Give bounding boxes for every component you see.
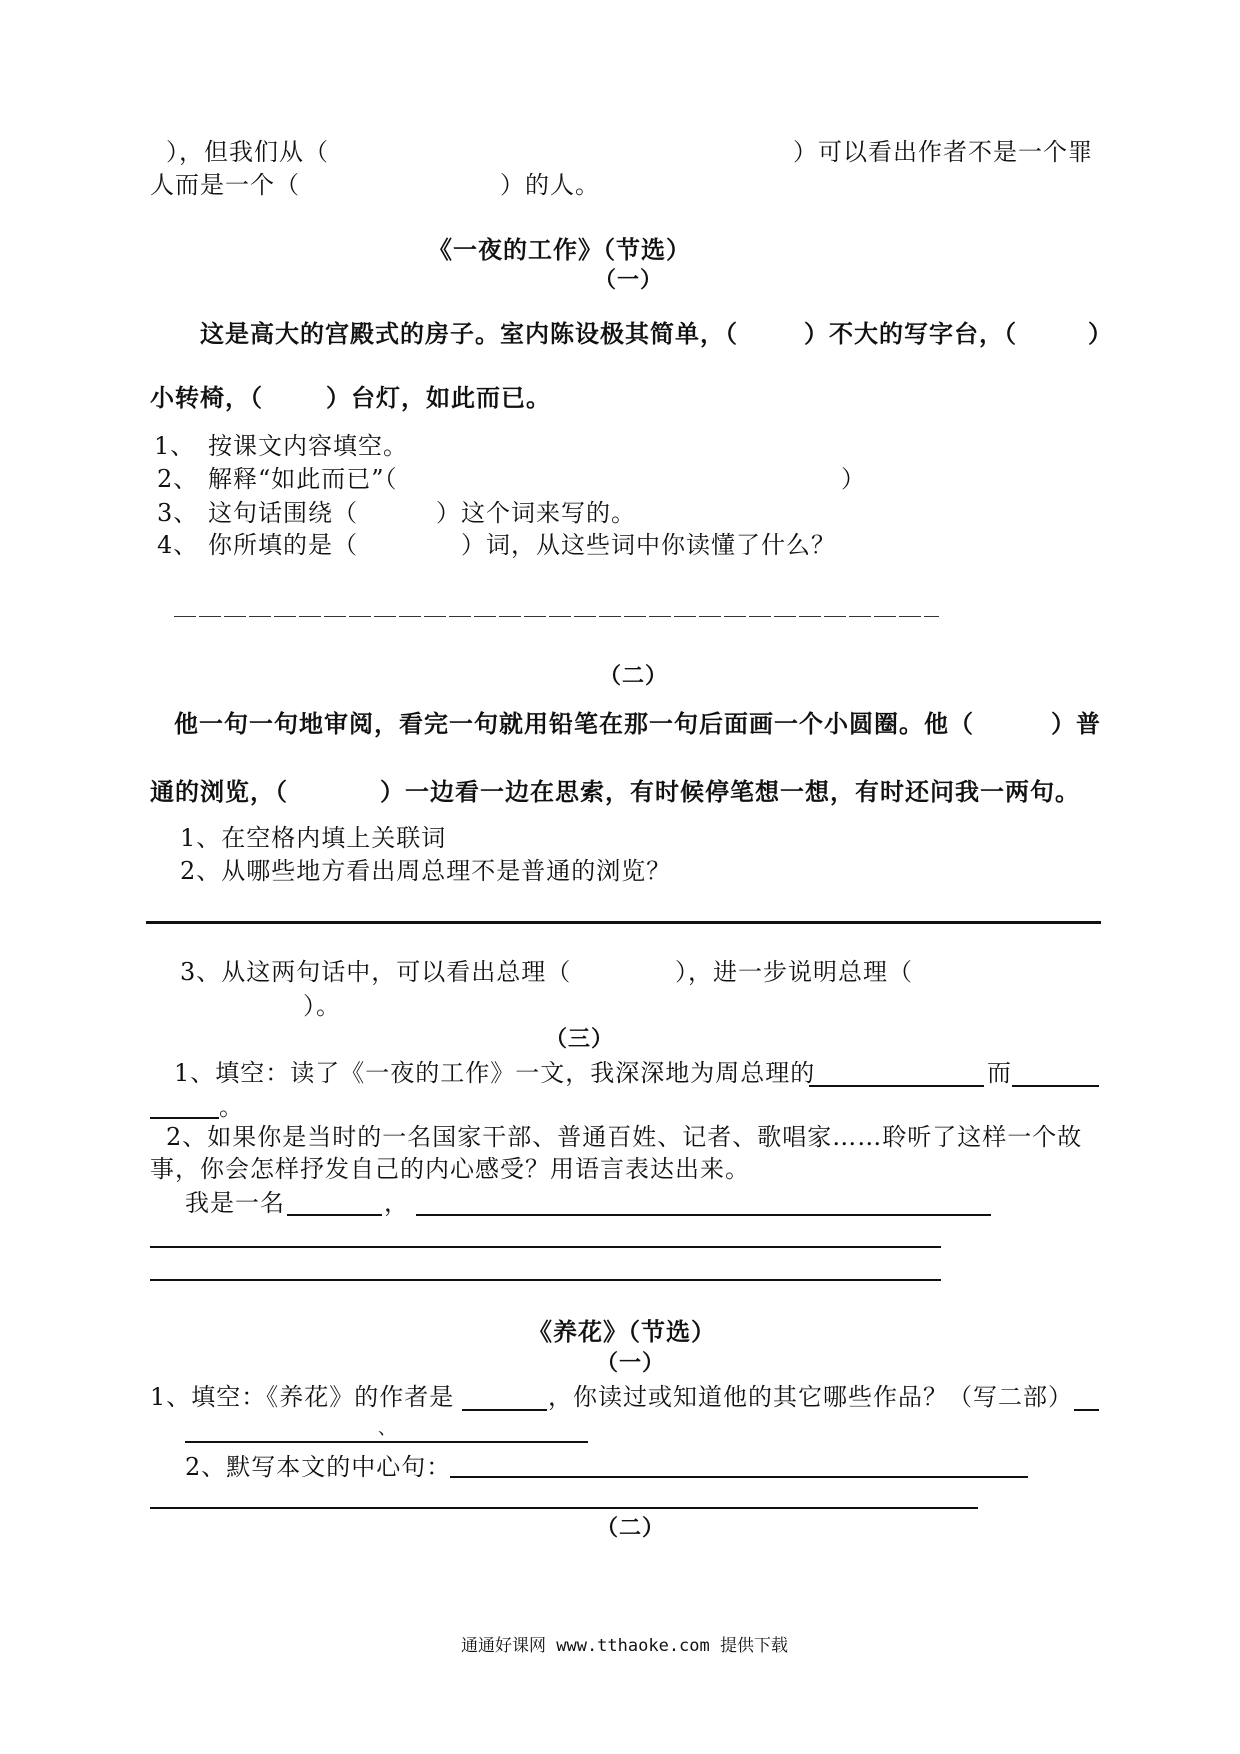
question-text: ）这个词来写的。 bbox=[436, 499, 636, 527]
blank-separator: 、 bbox=[378, 1418, 397, 1439]
answer-dashed-line bbox=[174, 616, 939, 617]
excerpt-text: ）不大的写字台，（ bbox=[804, 320, 1017, 348]
excerpt-text: ） bbox=[1088, 320, 1113, 348]
excerpt-text: ）台灯，如此而已。 bbox=[326, 384, 551, 412]
question-number: 4、 bbox=[157, 531, 199, 559]
part-heading: （一） bbox=[596, 1350, 666, 1376]
part-heading: （二） bbox=[599, 663, 669, 689]
answer-line bbox=[146, 921, 1101, 924]
fill-blank-line bbox=[462, 1409, 547, 1411]
answer-prefix: 我是一名 bbox=[185, 1189, 285, 1217]
question-number: 1、 bbox=[154, 432, 196, 460]
intro-line2-start: 人而是一个（ bbox=[150, 171, 300, 199]
page-footer: 通通好课网 www.tthaoke.com 提供下载 bbox=[461, 1636, 788, 1656]
question-2: 2、如果你是当时的一名国家干部、普通百姓、记者、歌唱家……聆听了这样一个故 bbox=[166, 1123, 1083, 1151]
excerpt-text: ）普 bbox=[1051, 710, 1101, 738]
answer-line bbox=[150, 1507, 978, 1509]
fill-question-1: 1、填空：读了《一夜的工作》一文，我深深地为周总理的 bbox=[174, 1059, 816, 1087]
question-3: 3、从这两句话中，可以看出总理（ bbox=[180, 958, 572, 986]
question-2: 2、默写本文的中心句： bbox=[185, 1453, 452, 1481]
fill-question-1-connector: 而 bbox=[987, 1059, 1012, 1087]
excerpt-text: 这是高大的宫殿式的房子。室内陈设极其简单，（ bbox=[200, 320, 738, 348]
answer-line bbox=[450, 1476, 1028, 1478]
question-2: 2、从哪些地方看出周总理不是普通的浏览？ bbox=[180, 857, 672, 885]
fill-blank-line bbox=[1012, 1085, 1099, 1087]
question-text: 解释“如此而已”（ bbox=[208, 465, 398, 493]
answer-comma: ， bbox=[384, 1189, 409, 1217]
answer-line bbox=[150, 1246, 941, 1248]
fill-question-1-end: 。 bbox=[219, 1093, 244, 1121]
passage2-title: 《养花》（节选） bbox=[528, 1317, 716, 1346]
question-3-end: ）。 bbox=[303, 992, 341, 1020]
question-text: ）词，从这些词中你读懂了什么？ bbox=[461, 531, 836, 559]
intro-line1-start: ），但我们从（ bbox=[166, 138, 329, 166]
fill-question-1: 1、填空：《养花》的作者是 bbox=[150, 1383, 455, 1411]
question-text: 按课文内容填空。 bbox=[208, 432, 408, 460]
excerpt-text: ）一边看一边在思索，有时候停笔想一想，有时还问我一两句。 bbox=[380, 778, 1080, 806]
fill-blank-line bbox=[287, 1214, 382, 1216]
question-number: 3、 bbox=[157, 499, 199, 527]
fill-blank-line bbox=[1074, 1409, 1099, 1411]
part-heading: （二） bbox=[596, 1515, 666, 1541]
intro-line2-end: ）的人。 bbox=[500, 171, 600, 199]
question-number: 2、 bbox=[157, 465, 199, 493]
fill-blank-line bbox=[185, 1441, 588, 1443]
question-text: 你所填的是（ bbox=[208, 531, 358, 559]
question-3-continued: ），进一步说明总理（ bbox=[675, 958, 913, 986]
question-1: 1、在空格内填上关联词 bbox=[180, 824, 447, 852]
passage1-title: 《一夜的工作》（节选） bbox=[428, 235, 691, 264]
fill-question-1-continued: ，你读过或知道他的其它哪些作品？（写二部） bbox=[548, 1383, 1073, 1411]
answer-line bbox=[150, 1279, 941, 1281]
fill-blank-line bbox=[809, 1085, 984, 1087]
question-text: 这句话围绕（ bbox=[208, 499, 358, 527]
fill-blank-line bbox=[150, 1117, 219, 1119]
answer-line bbox=[416, 1214, 991, 1216]
part-heading: （一） bbox=[594, 267, 664, 293]
excerpt-text: 他一句一句地审阅，看完一句就用铅笔在那一句后面画一个小圆圈。他（ bbox=[174, 710, 974, 738]
intro-line1-end: ）可以看出作者不是一个罪 bbox=[793, 138, 1093, 166]
excerpt-text: 通的浏览，（ bbox=[150, 778, 288, 806]
excerpt-text: 小转椅，（ bbox=[150, 384, 263, 412]
question-2-continued: 事，你会怎样抒发自己的内心感受？用语言表达出来。 bbox=[150, 1155, 750, 1183]
part-heading: （三） bbox=[545, 1026, 615, 1052]
question-text: ） bbox=[841, 465, 866, 493]
